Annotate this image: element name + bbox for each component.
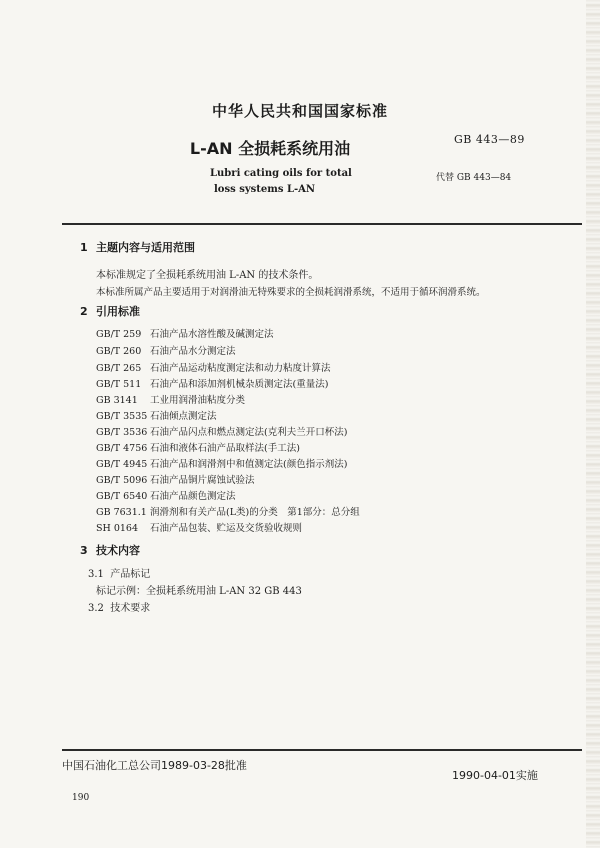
english-title-line2: loss systems L-AN <box>214 184 316 195</box>
marking-example: 标记示例：全损耗系统用油 L-AN 32 GB 443 <box>96 586 302 597</box>
subsection-3-1-heading <box>88 565 150 580</box>
reference-item <box>96 343 236 357</box>
section-1-heading <box>80 239 195 255</box>
footer-divider <box>62 749 582 751</box>
reference-item <box>96 456 347 470</box>
section-title: 引用标准 <box>96 305 140 318</box>
reference-title: 石油产品和润滑剂中和值测定法(颜色指示剂法) <box>150 459 348 470</box>
reference-item <box>96 424 347 438</box>
section-number: 1 <box>80 241 88 254</box>
reference-title: 石油产品运动粘度测定法和动力粘度计算法 <box>150 363 331 374</box>
subsection-number: 3.1 <box>88 569 104 580</box>
reference-title: 石油产品颜色测定法 <box>150 491 236 502</box>
scan-edge-artifact <box>586 0 600 848</box>
reference-code: GB/T 259 <box>96 329 142 340</box>
reference-title: 石油产品闪点和燃点测定法(克利夫兰开口杯法) <box>150 427 348 438</box>
section-number: 2 <box>80 305 88 318</box>
reference-title: 石油倾点测定法 <box>150 411 217 422</box>
page-number: 190 <box>72 793 90 803</box>
standard-title: L-AN 全损耗系统用油 <box>189 139 351 158</box>
reference-title: 石油产品水分测定法 <box>150 346 236 357</box>
reference-title: 石油产品水溶性酸及碱测定法 <box>150 329 274 340</box>
reference-code: GB/T 4756 <box>96 443 148 454</box>
reference-item <box>96 326 274 340</box>
subsection-3-2-heading <box>88 599 150 614</box>
reference-code: GB/T 3535 <box>96 411 148 422</box>
subsection-number: 3.2 <box>88 603 104 614</box>
section-number: 3 <box>80 544 88 557</box>
replaces-standard: 代替 GB 443—84 <box>436 173 512 183</box>
reference-code: GB/T 511 <box>96 379 142 390</box>
reference-title: 石油产品铜片腐蚀试验法 <box>150 475 255 486</box>
reference-title: 石油产品包装、贮运及交货验收规则 <box>150 523 303 534</box>
reference-code: GB 3141 <box>96 395 138 406</box>
reference-item <box>96 376 328 390</box>
subsection-title: 技术要求 <box>110 603 151 614</box>
reference-item <box>96 440 300 454</box>
reference-code: GB 7631.1 <box>96 507 147 518</box>
header-divider <box>62 223 582 225</box>
reference-item <box>96 408 217 422</box>
reference-code: GB/T 5096 <box>96 475 148 486</box>
section-2-heading <box>80 303 140 319</box>
english-title-line1: Lubri cating oils for total <box>210 168 352 179</box>
reference-code: SH 0164 <box>96 523 138 534</box>
reference-title: 工业用润滑油粘度分类 <box>150 395 246 406</box>
standard-code: GB 443—89 <box>454 133 525 146</box>
reference-title: 润滑剂和有关产品(L类)的分类 第1部分：总分组 <box>150 507 360 518</box>
section-3-heading <box>80 542 140 558</box>
reference-item <box>96 520 302 534</box>
section-1-paragraph-1: 本标准规定了全损耗系统用油 L-AN 的技术条件。 <box>96 270 319 281</box>
section-title: 技术内容 <box>96 544 140 557</box>
reference-item <box>96 392 245 406</box>
reference-item <box>96 360 331 374</box>
section-1-paragraph-2: 本标准所属产品主要适用于对润滑油无特殊要求的全损耗润滑系统，不适用于循环润滑系统。 <box>96 287 486 298</box>
reference-code: GB/T 6540 <box>96 491 148 502</box>
reference-code: GB/T 3536 <box>96 427 148 438</box>
issuing-organization: 中华人民共和国国家标准 <box>211 102 388 120</box>
reference-code: GB/T 265 <box>96 363 142 374</box>
implementation-date: 1990-04-01实施 <box>452 769 538 782</box>
reference-code: GB/T 4945 <box>96 459 148 470</box>
reference-title: 石油和液体石油产品取样法(手工法) <box>150 443 300 454</box>
section-title: 主题内容与适用范围 <box>96 241 195 254</box>
reference-item <box>96 488 236 502</box>
reference-item <box>96 472 255 486</box>
approval-line: 中国石油化工总公司1989-03-28批准 <box>62 759 247 772</box>
reference-code: GB/T 260 <box>96 346 142 357</box>
reference-title: 石油产品和添加剂机械杂质测定法(重量法) <box>150 379 329 390</box>
subsection-title: 产品标记 <box>110 569 151 580</box>
reference-item <box>96 504 360 518</box>
